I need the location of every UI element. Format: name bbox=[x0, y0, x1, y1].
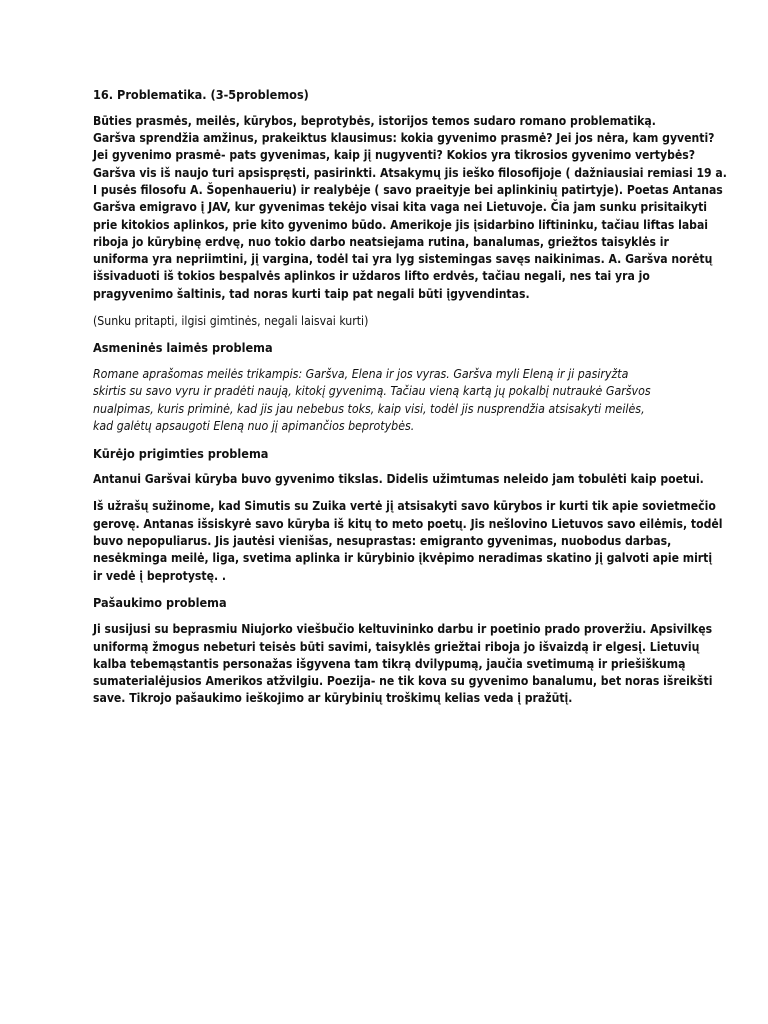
text-line: Ji susijusi su beprasmiu Niujorko viešbučio keltuvininko darbu ir poetinio prado proveržiu. Apsivilkęs bbox=[93, 622, 713, 637]
text-line: pragyvenimo šaltinis, tad noras kurti taip pat negali būti įgyvendintas. bbox=[93, 286, 530, 301]
text-line: Garšva emigravo į JAV, kur gyvenimas tekėjo visai kita vaga nei Lietuvoje. Čia jam sunku prisitaikyti bbox=[93, 200, 708, 215]
text-line: Iš užrašų sužinome, kad Simutis su Zuika vertė jį atsisakyti savo kūrybos ir kurti tik apie sovietmečio bbox=[93, 499, 716, 514]
text-line: kalba tebemąstantis personažas išgyvena tam tikrą dvilypumą, jaučia svetimumą ir priešiškumą bbox=[93, 656, 686, 671]
text-line: nesėkminga meilė, liga, svetima aplinka ir kūrybinio įkvėpimo neradimas skatino jį galvoti apie mirtį bbox=[93, 551, 713, 566]
text-line: nualpimas, kuris priminė, kad jis jau nebebus toks, kaip visi, todėl jis nusprendžia atsisakyti meilės, bbox=[93, 401, 645, 416]
text-line: Jei gyvenimo prasmė- pats gyvenimas, kaip jį nugyventi? Kokios yra tikrosios gyvenimo vertybės? bbox=[93, 148, 696, 163]
text-line: riboja jo kūrybinę erdvę, nuo tokio darbo neatsiejama rutina, banalumas, griežtos taisyklės ir bbox=[93, 234, 669, 249]
text-line: uniformą žmogus nebeturi teisės būti savimi, taisyklės griežtai riboja jo išvaizdą ir elgesį. Lietuvių bbox=[93, 639, 700, 654]
intro-paragraph bbox=[93, 113, 727, 303]
section-heading-personal-happiness: Asmeninės laimės problema bbox=[93, 340, 273, 356]
text-line: gerovę. Antanas išsiskyrė savo kūryba iš kitų to meto poetų. Jis nešlovino Lietuvos savo eilėmis, todėl bbox=[93, 516, 723, 531]
text-line: prie kitokios aplinkos, prie kito gyvenimo būdo. Amerikoje jis įsidarbino liftininku, tačiau liftas labai bbox=[93, 217, 709, 232]
text-line: ir vedė į beprotystę. . bbox=[93, 568, 227, 583]
text-line: Garšva sprendžia amžinus, prakeiktus klausimus: kokia gyvenimo prasmė? Jei jos nėra, kam gyventi? bbox=[93, 131, 715, 146]
text-line: išsivaduoti iš tokios bespalvės aplinkos ir uždaros lifto erdvės, tačiau negali, nes tai yra jo bbox=[93, 269, 650, 284]
text-line: Garšva vis iš naujo turi apsispręsti, pasirinkti. Atsakymų jis ieško filosofijoje ( dažniausiai remiasi 19 a. bbox=[93, 165, 727, 180]
section-heading-creator-nature: Kūrėjo prigimties problema bbox=[93, 445, 269, 461]
text-line: skirtis su savo vyru ir pradėti naują, kitokį gyvenimą. Tačiau vieną kartą jų pokalbį nutraukė Garšvos bbox=[93, 384, 651, 399]
document-title: 16. Problematika. (3-5problemos) bbox=[93, 87, 309, 102]
text-line: Būties prasmės, meilės, kūrybos, beprotybės, istorijos temos sudaro romano problematiką. bbox=[93, 113, 656, 128]
text-line: buvo nepopuliarus. Jis jautėsi vienišas, nesuprastas: emigranto gyvenimas, nuobodus darbas, bbox=[93, 533, 672, 548]
text-line: uniforma yra nepriimtini, jį vargina, todėl tai yra lyg sistemingas savęs naikinimas. A. Garšva norėtų bbox=[93, 252, 713, 267]
text-line: I pusės filosofu A. Šopenhaueriu) ir realybėje ( savo praeityje bei aplinkinių patirtyje). Poetas Antanas bbox=[93, 182, 723, 197]
text-line: sumaterialėjusios Amerikos atžvilgiu. Poezija- ne tik kova su gyvenimo banalumu, bet noras išreikšti bbox=[93, 674, 713, 689]
creator-nature-paragraph-2 bbox=[93, 498, 723, 584]
text-line: save. Tikrojo pašaukimo ieškojimo ar kūrybinių troškimų kelias veda į pražūtį. bbox=[93, 691, 573, 706]
calling-paragraph bbox=[93, 621, 713, 707]
text-line: Romane aprašomas meilės trikampis: Garšva, Elena ir jos vyras. Garšva myli Eleną ir ji pasiryžta bbox=[93, 367, 629, 382]
section-heading-calling: Pašaukimo problema bbox=[93, 595, 227, 611]
parenthetical-note: (Sunku pritapti, ilgisi gimtinės, negali laisvai kurti) bbox=[93, 313, 369, 328]
creator-nature-paragraph-1 bbox=[93, 471, 704, 488]
personal-happiness-paragraph bbox=[93, 366, 678, 435]
text-line: Antanui Garšvai kūryba buvo gyvenimo tikslas. Didelis užimtumas neleido jam tobulėti kaip poetui. bbox=[93, 472, 704, 487]
text-line: kad galėtų apsaugoti Eleną nuo jį apimančios beprotybės. bbox=[93, 418, 415, 433]
document-page bbox=[93, 86, 727, 717]
